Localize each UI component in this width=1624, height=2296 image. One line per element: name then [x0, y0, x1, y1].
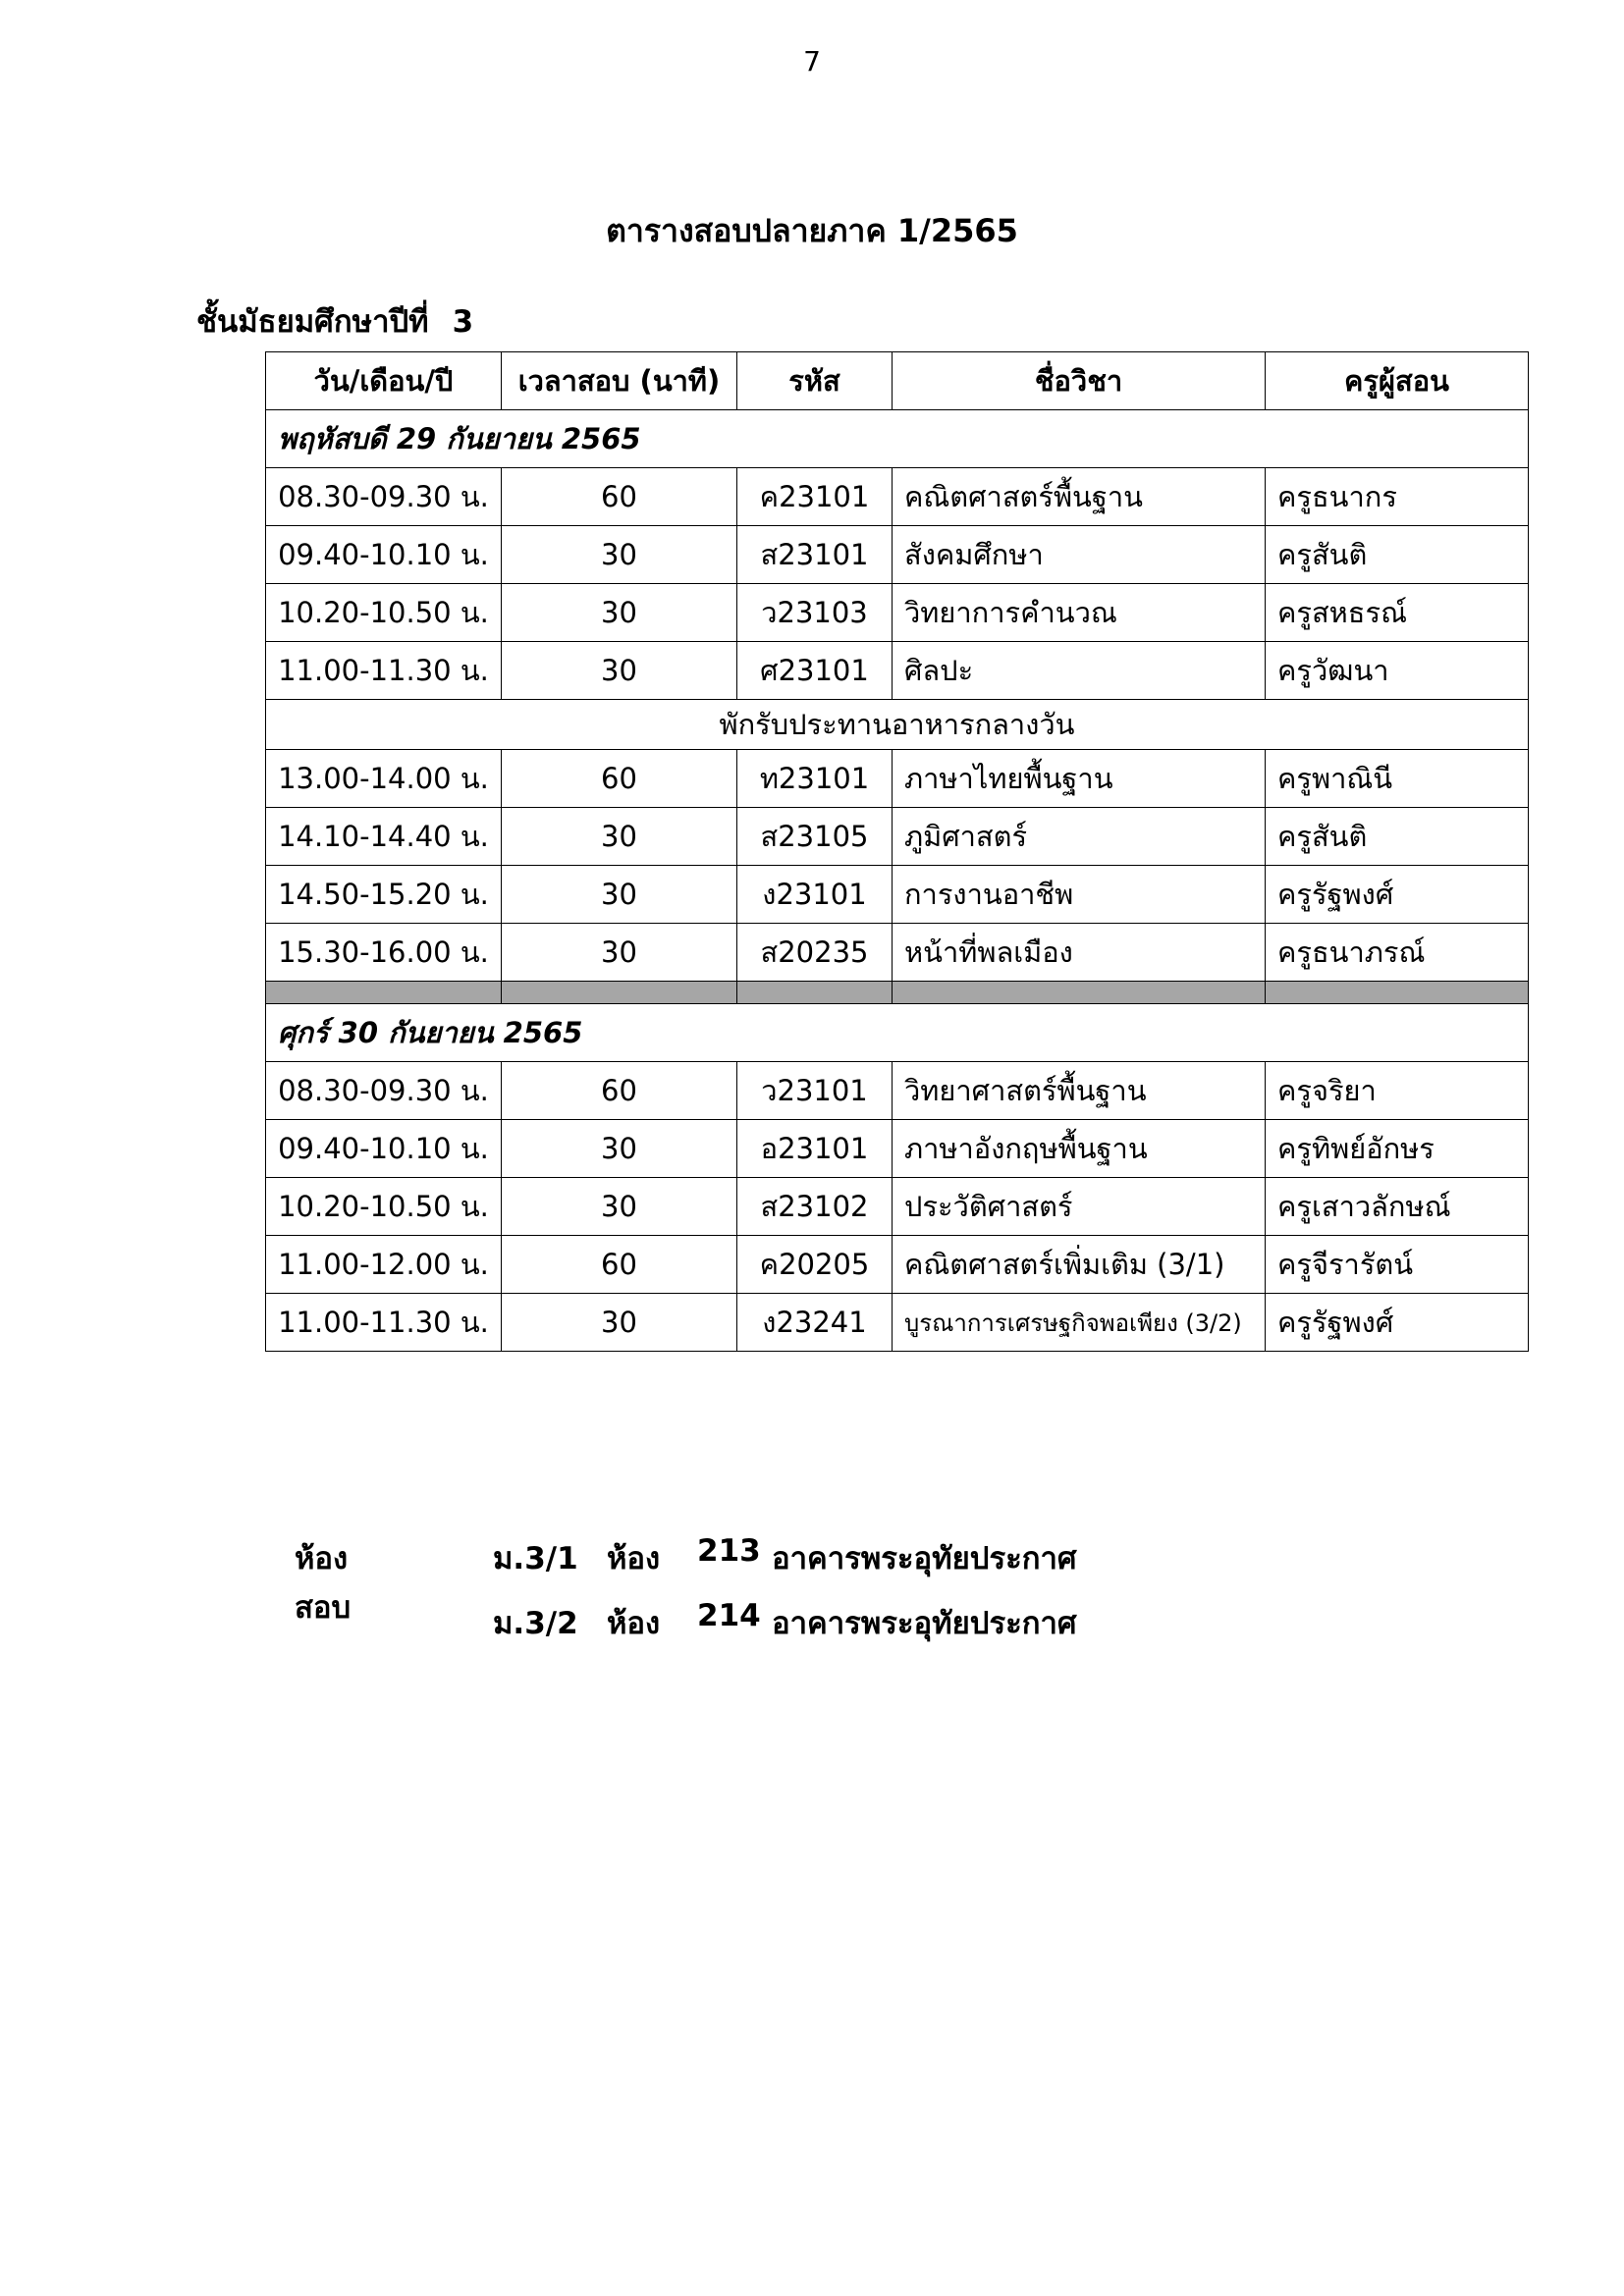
day-label: ศุกร์ 30 กันยายน 2565: [266, 1004, 1529, 1062]
cell-code: ง23241: [737, 1294, 893, 1352]
table-row: [266, 750, 1529, 808]
header-code: รหัส: [737, 352, 893, 410]
cell-teacher: ครูวัฒนา: [1266, 642, 1529, 700]
exam-room-label: ห้องสอบ: [295, 1541, 352, 1626]
cell-subject: คณิตศาสตร์พื้นฐาน: [893, 468, 1266, 526]
grade-label: [196, 296, 473, 346]
table-row: [266, 924, 1529, 982]
cell-subject: ประวัติศาสตร์: [893, 1178, 1266, 1236]
separator-cell: [737, 982, 893, 1004]
table-row: [266, 866, 1529, 924]
cell-code: ค20205: [737, 1236, 893, 1294]
table-row: [266, 1178, 1529, 1236]
cell-time: 11.00-12.00 น.: [266, 1236, 502, 1294]
cell-time: 08.30-09.30 น.: [266, 468, 502, 526]
table-row: [266, 642, 1529, 700]
cell-subject: ภาษาไทยพื้นฐาน: [893, 750, 1266, 808]
cell-code: ว23101: [737, 1062, 893, 1120]
cell-time: 10.20-10.50 น.: [266, 1178, 502, 1236]
table-row: [266, 1294, 1529, 1352]
separator-cell: [502, 982, 737, 1004]
cell-teacher: ครูจีรารัตน์: [1266, 1236, 1529, 1294]
cell-subject: วิทยาการคำนวณ: [893, 584, 1266, 642]
cell-code: ส20235: [737, 924, 893, 982]
cell-time: 10.20-10.50 น.: [266, 584, 502, 642]
table-row: [266, 1062, 1529, 1120]
table-row: [266, 808, 1529, 866]
cell-code: ว23103: [737, 584, 893, 642]
table-row: [266, 1120, 1529, 1178]
lunch-break-row: [266, 700, 1529, 750]
cell-duration: 60: [502, 1236, 737, 1294]
room-class: ม.3/2: [493, 1606, 578, 1641]
cell-teacher: ครูเสาวลักษณ์: [1266, 1178, 1529, 1236]
cell-teacher: ครูธนาภรณ์: [1266, 924, 1529, 982]
cell-duration: 30: [502, 584, 737, 642]
cell-duration: 30: [502, 526, 737, 584]
day-label: พฤหัสบดี 29 กันยายน 2565: [266, 410, 1529, 468]
cell-code: ส23102: [737, 1178, 893, 1236]
cell-time: 13.00-14.00 น.: [266, 750, 502, 808]
cell-teacher: ครูจริยา: [1266, 1062, 1529, 1120]
exam-schedule-table: [265, 351, 1529, 1352]
separator-cell: [1266, 982, 1529, 1004]
room-word: ห้อง: [607, 1606, 661, 1641]
header-teacher: ครูผู้สอน: [1266, 352, 1529, 410]
cell-time: 08.30-09.30 น.: [266, 1062, 502, 1120]
cell-subject: บูรณาการเศรษฐกิจพอเพียง (3/2): [893, 1294, 1266, 1352]
cell-teacher: ครูพาณินี: [1266, 750, 1529, 808]
cell-duration: 30: [502, 1294, 737, 1352]
cell-teacher: ครูทิพย์อักษร: [1266, 1120, 1529, 1178]
table-header-row: [266, 352, 1529, 410]
table-row: [266, 1236, 1529, 1294]
cell-time: 14.10-14.40 น.: [266, 808, 502, 866]
day-row-thursday: [266, 410, 1529, 468]
grade-label-text: ชั้นมัธยมศึกษาปีที่: [196, 304, 429, 340]
table-row: [266, 526, 1529, 584]
separator-cell: [266, 982, 502, 1004]
cell-duration: 30: [502, 1178, 737, 1236]
cell-subject: วิทยาศาสตร์พื้นฐาน: [893, 1062, 1266, 1120]
cell-subject: คณิตศาสตร์เพิ่มเติม (3/1): [893, 1236, 1266, 1294]
page-number: 7: [803, 45, 821, 78]
cell-duration: 60: [502, 750, 737, 808]
cell-code: ค23101: [737, 468, 893, 526]
table-row: [266, 468, 1529, 526]
room-building: อาคารพระอุทัยประกาศ: [772, 1606, 1077, 1641]
cell-duration: 60: [502, 468, 737, 526]
cell-code: ท23101: [737, 750, 893, 808]
cell-teacher: ครูธนากร: [1266, 468, 1529, 526]
cell-teacher: ครูรัฐพงศ์: [1266, 866, 1529, 924]
cell-teacher: ครูรัฐพงศ์: [1266, 1294, 1529, 1352]
cell-time: 11.00-11.30 น.: [266, 1294, 502, 1352]
cell-subject: ภูมิศาสตร์: [893, 808, 1266, 866]
cell-code: ศ23101: [737, 642, 893, 700]
cell-time: 09.40-10.10 น.: [266, 526, 502, 584]
cell-subject: ภาษาอังกฤษพื้นฐาน: [893, 1120, 1266, 1178]
day-row-friday: [266, 1004, 1529, 1062]
cell-teacher: ครูสันติ: [1266, 808, 1529, 866]
cell-teacher: ครูสันติ: [1266, 526, 1529, 584]
cell-code: ง23101: [737, 866, 893, 924]
cell-subject: ศิลปะ: [893, 642, 1266, 700]
room-building: อาคารพระอุทัยประกาศ: [772, 1541, 1077, 1576]
cell-code: ส23105: [737, 808, 893, 866]
cell-time: 09.40-10.10 น.: [266, 1120, 502, 1178]
header-subject: ชื่อวิชา: [893, 352, 1266, 410]
cell-teacher: ครูสหธรณ์: [1266, 584, 1529, 642]
room-number: 214: [697, 1598, 761, 1633]
cell-duration: 30: [502, 866, 737, 924]
separator-cell: [893, 982, 1266, 1004]
cell-duration: 30: [502, 808, 737, 866]
cell-code: ส23101: [737, 526, 893, 584]
room-number: 213: [697, 1533, 761, 1569]
table-row: [266, 584, 1529, 642]
cell-time: 15.30-16.00 น.: [266, 924, 502, 982]
cell-duration: 30: [502, 1120, 737, 1178]
grade-number: 3: [452, 304, 474, 340]
cell-time: 11.00-11.30 น.: [266, 642, 502, 700]
lunch-break-label: พักรับประทานอาหารกลางวัน: [266, 700, 1529, 750]
day-separator-row: [266, 982, 1529, 1004]
cell-subject: หน้าที่พลเมือง: [893, 924, 1266, 982]
cell-code: อ23101: [737, 1120, 893, 1178]
header-duration: เวลาสอบ (นาที): [502, 352, 737, 410]
header-date: วัน/เดือน/ปี: [266, 352, 502, 410]
cell-time: 14.50-15.20 น.: [266, 866, 502, 924]
cell-duration: 30: [502, 642, 737, 700]
document-title: ตารางสอบปลายภาค 1/2565: [606, 212, 1018, 249]
room-class: ม.3/1: [493, 1541, 578, 1576]
cell-subject: การงานอาชีพ: [893, 866, 1266, 924]
room-word: ห้อง: [607, 1541, 661, 1576]
cell-duration: 60: [502, 1062, 737, 1120]
cell-subject: สังคมศึกษา: [893, 526, 1266, 584]
cell-duration: 30: [502, 924, 737, 982]
